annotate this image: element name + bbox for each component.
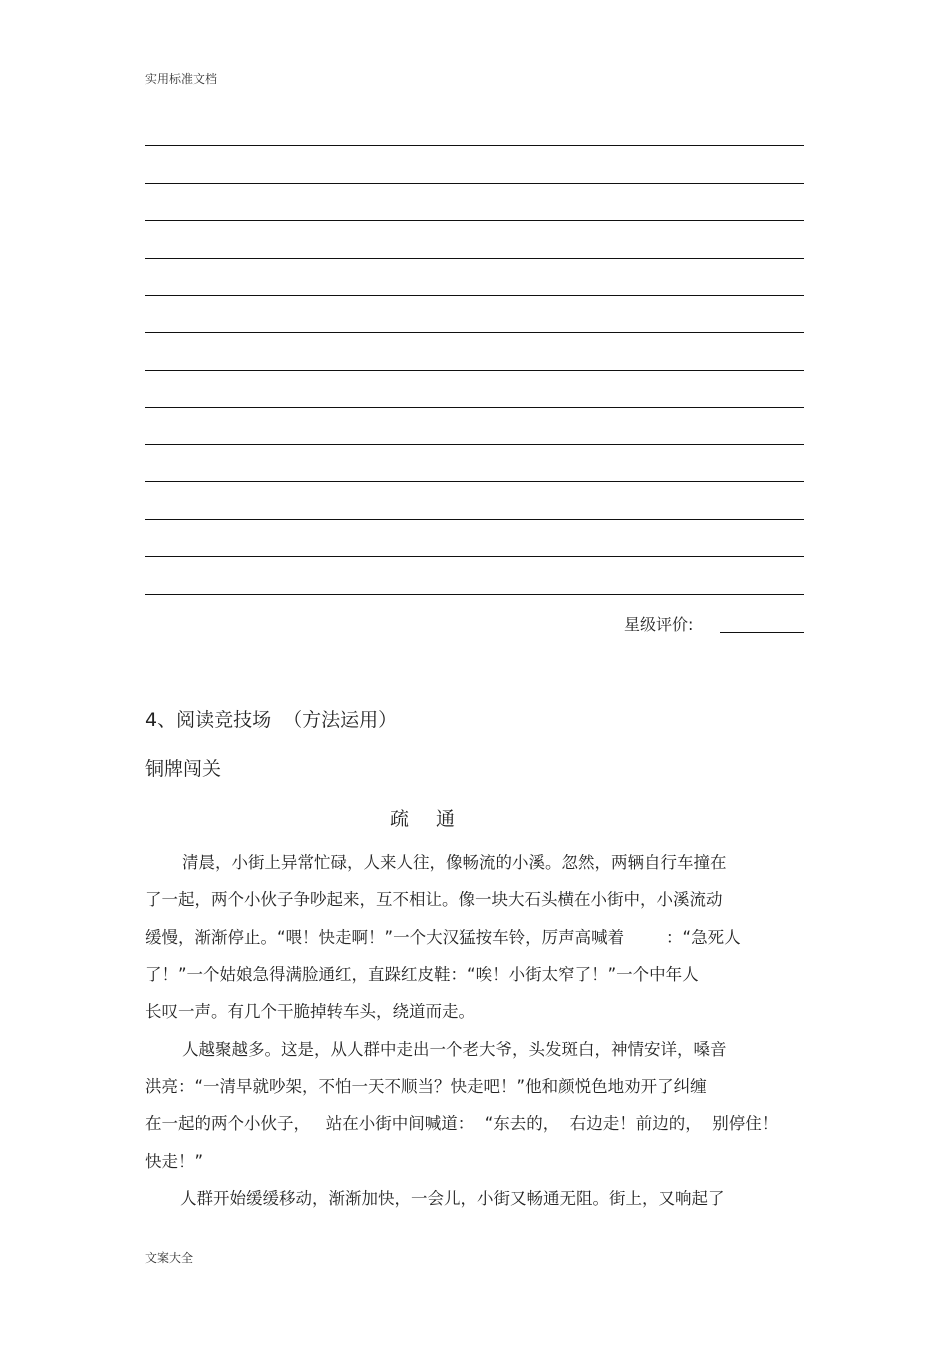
writing-line: [145, 519, 804, 520]
article-line: 快走！”: [145, 1152, 204, 1171]
writing-line: [145, 220, 804, 221]
writing-line: [145, 556, 804, 557]
article-line: 清晨，小街上异常忙碌，人来人往，像畅流的小溪。忽然，两辆自行车撞在: [182, 853, 727, 872]
article-line: 人群开始缓缓移动，渐渐加快，一会儿，小街又畅通无阻。街上，又响起了: [180, 1189, 725, 1208]
article-line: 了！”一个姑娘急得满脸通红，直跺红皮鞋：“唉！小街太窄了！”一个中年人: [145, 965, 699, 984]
section-subheading: 铜牌闯关: [145, 758, 222, 780]
writing-line: [145, 145, 804, 146]
writing-line: [145, 295, 804, 296]
writing-line: [145, 444, 804, 445]
writing-line: [145, 258, 804, 259]
star-rating-label: 星级评价:: [624, 615, 694, 634]
article-line: 人越聚越多。这是，从人群中走出一个老大爷，头发斑白，神情安详，嗓音: [182, 1040, 727, 1059]
article-line: 在一起的两个小伙子， 站在小街中间喊道： “东去的， 右边走！前边的， 别停住！: [145, 1114, 779, 1133]
writing-line: [145, 370, 804, 371]
page-header: 实用标准文档: [145, 72, 218, 86]
article-line: 洪亮：“一清早就吵架，不怕一天不顺当？快走吧！”他和颜悦色地劝开了纠缠: [145, 1077, 707, 1096]
section-heading: 4、阅读竞技场 （方法运用）: [145, 709, 398, 731]
writing-line: [145, 481, 804, 482]
page-footer: 文案大全: [145, 1251, 194, 1265]
star-rating-blank: [720, 632, 804, 633]
writing-line: [145, 183, 804, 184]
article-title-part1: 疏: [390, 808, 410, 830]
article-title-part2: 通: [436, 808, 456, 830]
article-line: 缓慢，渐渐停止。“喂！快走啊！”一个大汉猛按车铃，厉声高喊着 ：“急死人: [145, 928, 741, 947]
writing-line: [145, 594, 804, 595]
writing-line: [145, 407, 804, 408]
article-line: 了一起，两个小伙子争吵起来，互不相让。像一块大石头横在小街中，小溪流动: [145, 890, 723, 909]
article-line: 长叹一声。有几个干脆掉转车头，绕道而走。: [145, 1002, 475, 1021]
writing-line: [145, 332, 804, 333]
